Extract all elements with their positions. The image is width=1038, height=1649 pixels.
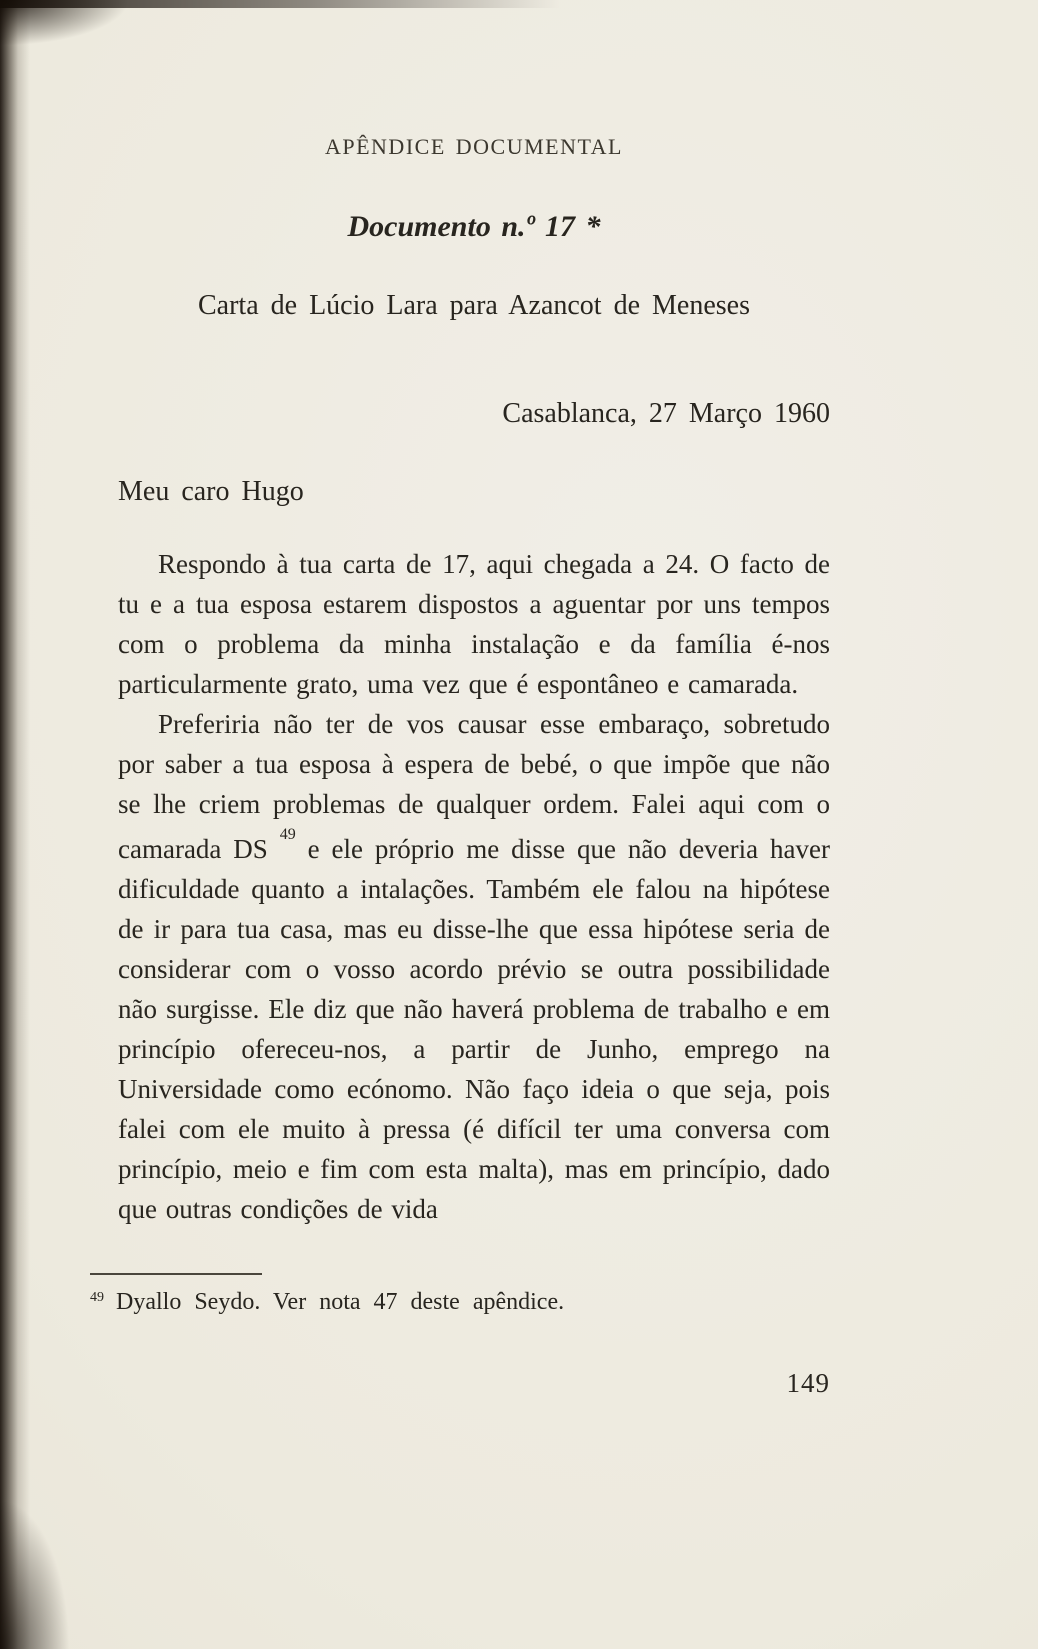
page-number: 149 xyxy=(786,1368,830,1398)
footnote xyxy=(90,1289,830,1316)
letter-dateline: Casablanca, 27 Março 1960 xyxy=(502,398,830,429)
footnote-separator-rule xyxy=(90,1273,262,1275)
letter-body xyxy=(118,544,830,1229)
footnote-text: Dyallo Seydo. Ver nota 47 deste apêndice. xyxy=(116,1289,565,1315)
page-content xyxy=(90,0,830,1399)
scan-left-edge-shadow xyxy=(0,0,30,1649)
document-subtitle: Carta de Lúcio Lara para Azancot de Meneses xyxy=(198,290,750,321)
paragraph-2-text-before-ref: Preferiria não ter de vos causar esse embaraço, sobretudo por saber a tua esposa à espera de bebé, o que impõe que não se lhe criem problemas de qualquer ordem. Falei aqui com o camarada DS xyxy=(118,709,830,864)
scan-top-left-corner-shadow xyxy=(0,0,130,46)
footnote-reference-superscript: 49 xyxy=(279,826,296,843)
document-title: Documento n.º 17 * xyxy=(347,210,601,243)
letter-paragraph-2 xyxy=(118,704,830,1229)
running-header: APÊNDICE DOCUMENTAL xyxy=(324,134,623,159)
paragraph-2-text-after-ref: e ele próprio me disse que não deveria haver dificuldade quanto a intalações. Também ele falou na hipótese de ir para tua casa, mas eu disse-lhe que essa hipótese seria de considerar com o vosso acordo prévio se outra possibilidade não surgisse. Ele diz que não haverá problema de trabalho e em princípio ofereceu-nos, a partir de Junho, emprego na Universidade como ecónomo. Não faço ideia o que seja, pois falei com ele muito à pressa (é difícil ter uma conversa com princípio, meio e fim com esta malta), mas em princípio, dado que outras condições de vida xyxy=(118,834,830,1224)
letter-salutation: Meu caro Hugo xyxy=(118,476,304,507)
letter-paragraph-1: Respondo à tua carta de 17, aqui chegada a 24. O facto de tu e a tua esposa estarem dispostos a aguentar por uns tempos com o problema da minha instalação e da família é-nos particularmente grato, uma vez que é espontâneo e camarada. xyxy=(118,549,830,699)
footnote-marker: 49 xyxy=(90,1290,104,1305)
scan-bottom-left-corner-shadow xyxy=(0,1499,70,1649)
